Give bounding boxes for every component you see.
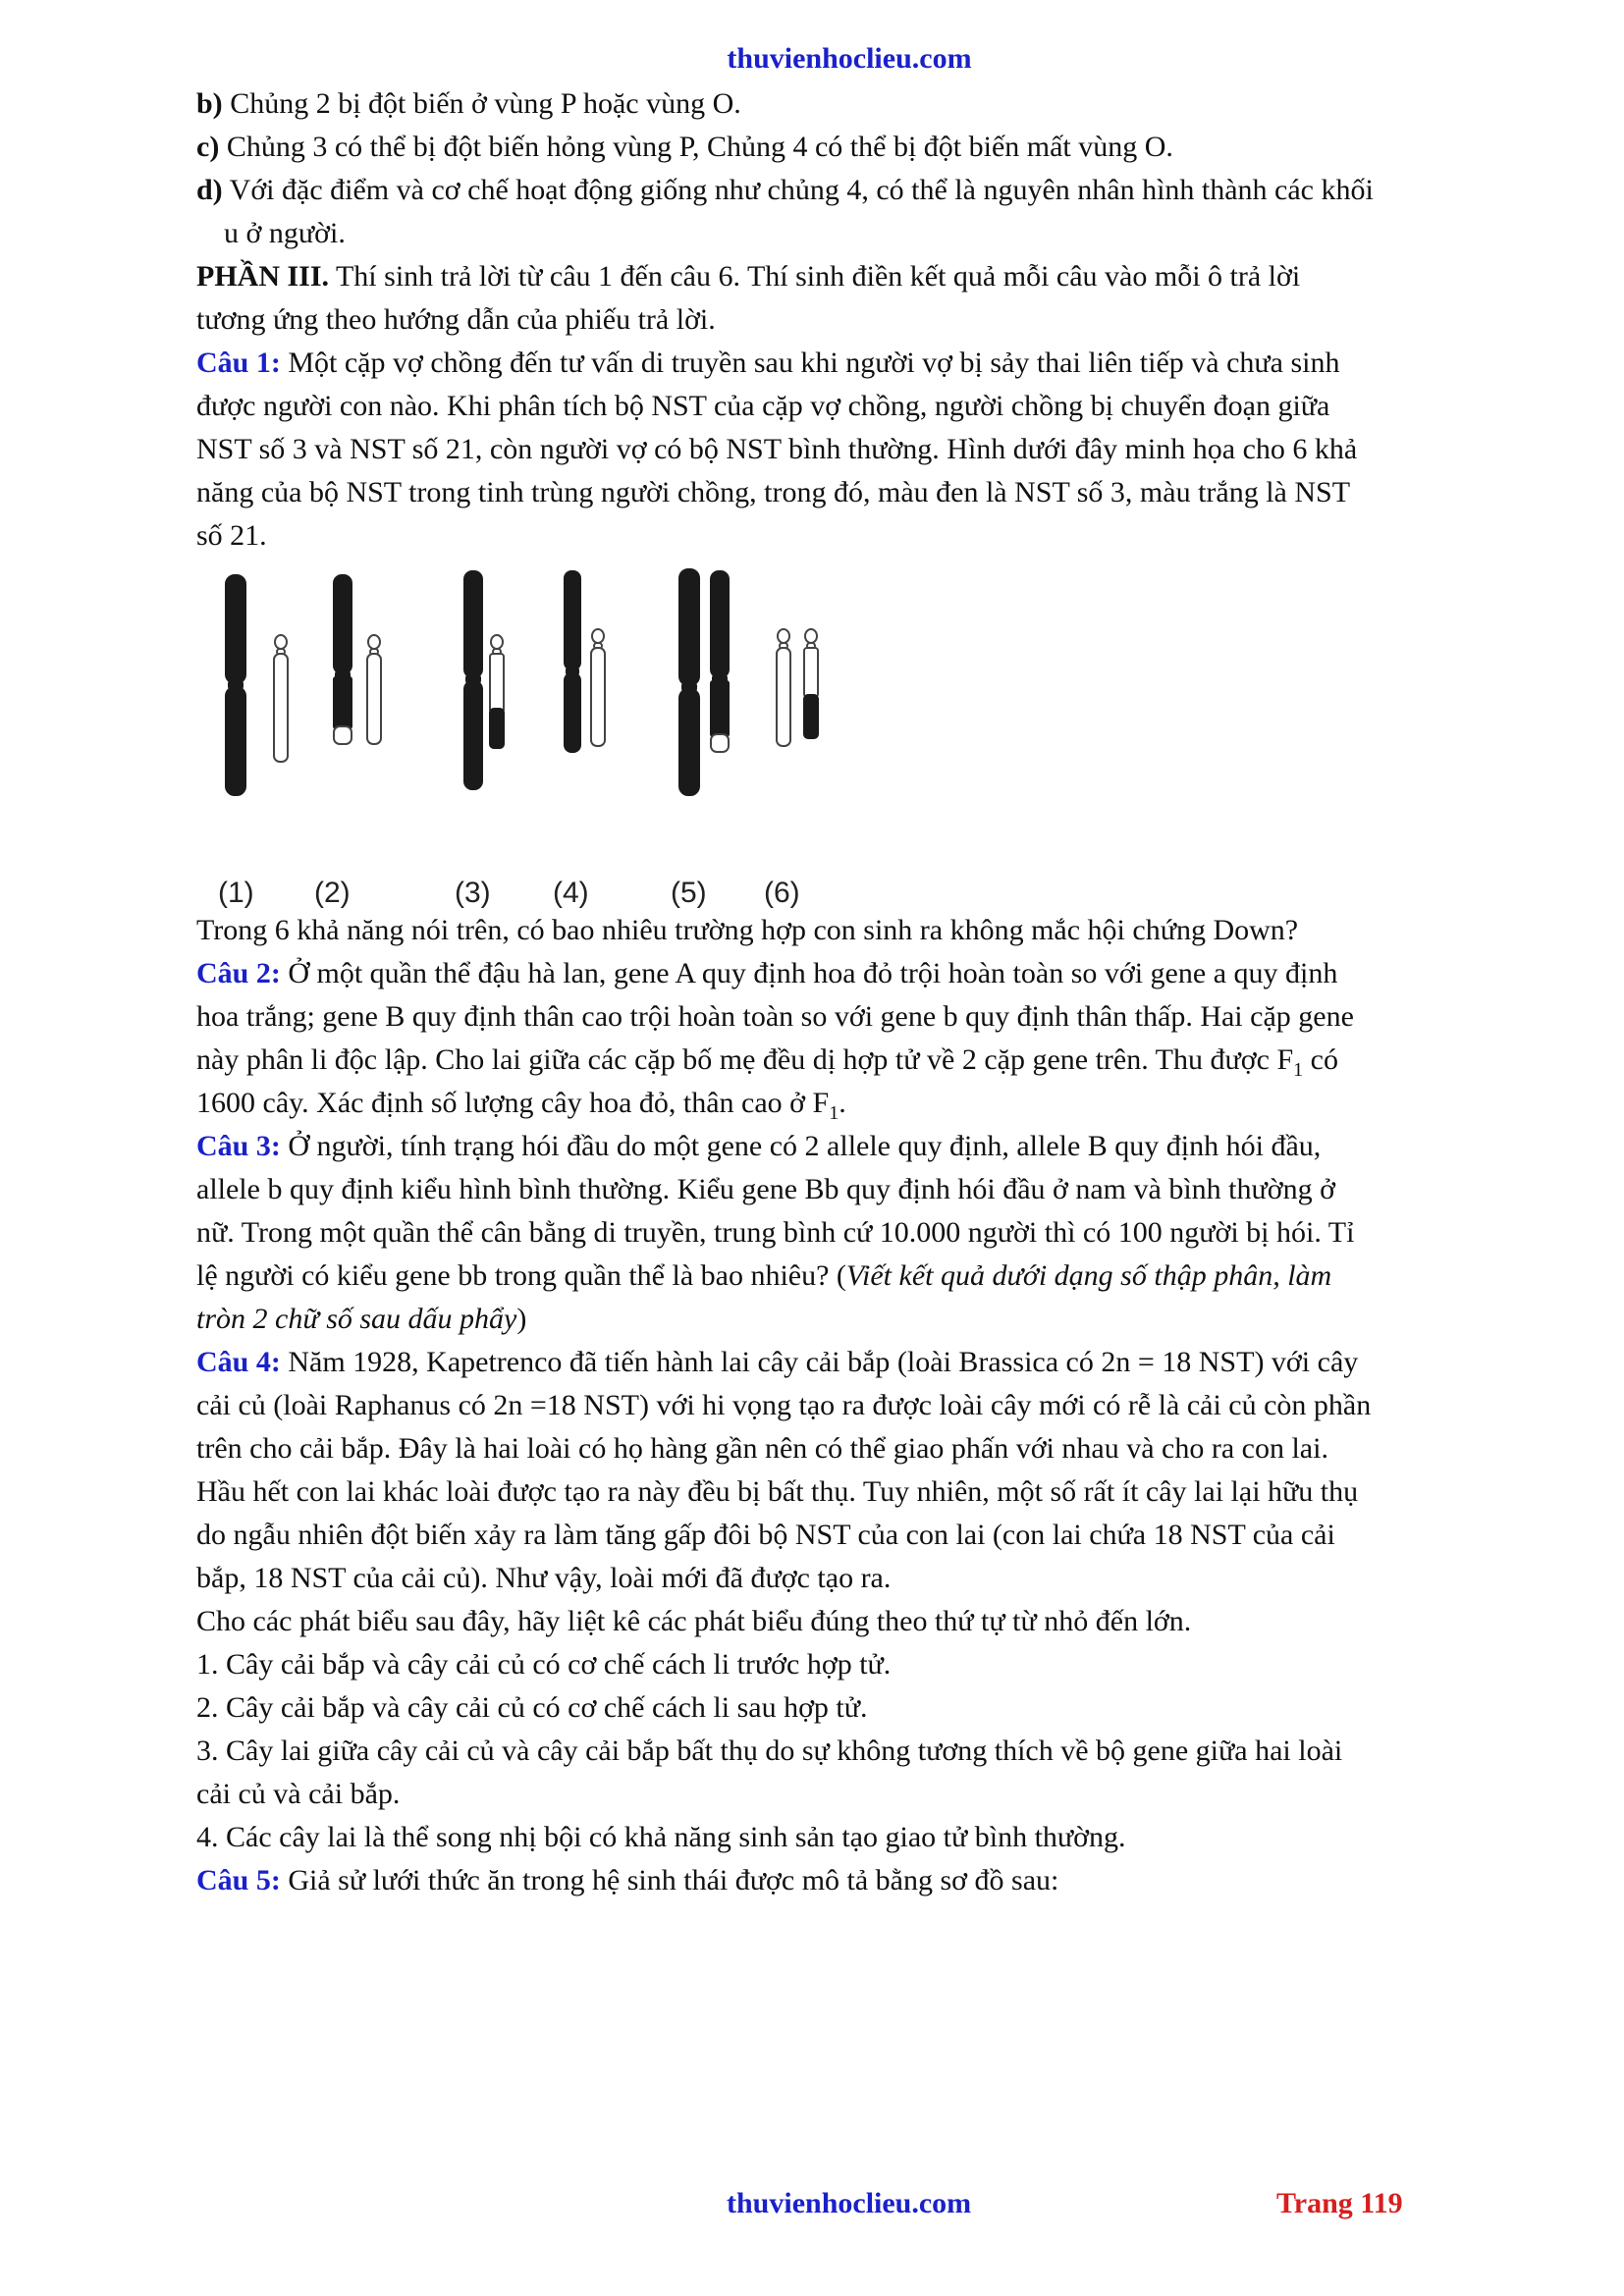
- chromosome-translocated-3: [711, 571, 729, 752]
- q4-line: do ngẫu nhiên đột biến xảy ra làm tăng gấp đôi bộ NST của con lai (con lai chứa 18 NST của cải: [196, 1519, 1335, 1551]
- q2-line: này phân li độc lập. Cho lai giữa các cặp bố mẹ đều dị hợp tử về 2 cặp gene trên. Thu được F: [196, 1043, 1294, 1076]
- chromosome-21-white: [591, 629, 605, 746]
- q4-line: Hầu hết con lai khác loài được tạo ra này đều bị bất thụ. Tuy nhiên, một số rất ít cây lai lại hữu thụ: [196, 1475, 1359, 1508]
- item-label: d): [196, 174, 223, 206]
- q1-label: Câu 1:: [196, 347, 281, 379]
- q4-line: bắp, 18 NST của cải củ). Như vậy, loài mới đã được tạo ra.: [196, 1562, 892, 1594]
- question-2: [196, 952, 1522, 1125]
- chromosome-figure: [196, 565, 1080, 909]
- question-5: [196, 1859, 1522, 1902]
- q5-text: Giả sử lưới thức ăn trong hệ sinh thái được mô tả bằng sơ đồ sau:: [288, 1864, 1059, 1896]
- chromosome-21-white: [274, 635, 288, 762]
- q1-line: số 21.: [196, 519, 267, 552]
- q4-label: Câu 4:: [196, 1346, 281, 1378]
- page: [196, 35, 1522, 1902]
- q2-label: Câu 2:: [196, 957, 281, 989]
- q4-statement: cải củ và cải bắp.: [196, 1778, 401, 1810]
- chromosome-translocated-21: [490, 635, 504, 748]
- figure-label-3: (3): [455, 877, 491, 909]
- part3: [196, 255, 1522, 342]
- question-4: [196, 1341, 1522, 1859]
- header-site[interactable]: thuvienhoclieu.com: [727, 42, 972, 75]
- q4-line: cải củ (loài Raphanus có 2n =18 NST) với hi vọng tạo ra được loài cây mới có rễ là cải củ còn phần: [196, 1389, 1372, 1421]
- item-text-cont: u ở người.: [224, 217, 346, 249]
- item-label: c): [196, 131, 220, 163]
- q5-label: Câu 5:: [196, 1864, 281, 1896]
- q1-line: Một cặp vợ chồng đến tư vấn di truyền sau khi người vợ bị sảy thai liên tiếp và chưa sinh: [288, 347, 1340, 379]
- q4-statement: 3. Cây lai giữa cây cải củ và cây cải bắp bất thụ do sự không tương thích về bộ gene giữa hai loài: [196, 1735, 1343, 1767]
- q4-statement: 2. Cây cải bắp và cây cải củ có cơ chế cách li sau hợp tử.: [196, 1691, 868, 1724]
- q3-line: nữ. Trong một quần thể cân bằng di truyền, trung bình cứ 10.000 người thì có 100 người bị hói. Tỉ: [196, 1216, 1355, 1249]
- item-c: [196, 126, 1522, 169]
- chromosome-translocated-3: [334, 575, 352, 744]
- item-b: [196, 82, 1522, 126]
- q1-line: NST số 3 và NST số 21, còn người vợ có bộ NST bình thường. Hình dưới đây minh họa cho 6 khả: [196, 433, 1358, 465]
- item-text: Với đặc điểm và cơ chế hoạt động giống như chủng 4, có thể là nguyên nhân hình thành các khối: [229, 174, 1374, 206]
- q3-line-italic: Viết kết quả dưới dạng số thập phân, làm: [845, 1259, 1332, 1292]
- footer-site[interactable]: thuvienhoclieu.com: [727, 2187, 972, 2219]
- q2-subscript: 1: [1293, 1059, 1304, 1081]
- q2-subscript: 1: [829, 1102, 839, 1124]
- q3-line-italic: tròn 2 chữ số sau dấu phẩy: [196, 1303, 517, 1335]
- question-3: [196, 1125, 1522, 1341]
- q1-line: được người con nào. Khi phân tích bộ NST của cặp vợ chồng, người chồng bị chuyển đoạn giữa: [196, 390, 1330, 422]
- item-text: Chủng 3 có thể bị đột biến hỏng vùng P, Chủng 4 có thể bị đột biến mất vùng O.: [226, 131, 1173, 163]
- figure-label-2: (2): [314, 877, 351, 909]
- q4-line: Năm 1928, Kapetrenco đã tiến hành lai cây cải bắp (loài Brassica có 2n = 18 NST) với cây: [288, 1346, 1359, 1378]
- chromosome-diagram: [196, 565, 1080, 880]
- chromosome-21-white: [777, 629, 790, 746]
- q4-line: Cho các phát biểu sau đây, hãy liệt kê các phát biểu đúng theo thứ tự từ nhỏ đến lớn.: [196, 1605, 1192, 1637]
- q2-line: .: [839, 1087, 846, 1119]
- item-label: b): [196, 87, 223, 120]
- chromosome-3-black: [565, 571, 580, 752]
- q3-line: lệ người có kiểu gene bb trong quần thể là bao nhiêu? (: [196, 1259, 846, 1292]
- part3-title: PHẦN III.: [196, 260, 330, 293]
- chromosome-3-black: [226, 575, 245, 795]
- chromosome-translocated-21: [804, 629, 818, 738]
- part3-text-cont: tương ứng theo hướng dẫn của phiếu trả lời.: [196, 303, 716, 336]
- q1-question: Trong 6 khả năng nói trên, có bao nhiêu trường hợp con sinh ra không mắc hội chứng Down?: [196, 914, 1299, 946]
- figure-label-5: (5): [671, 877, 707, 909]
- q2-line: có: [1303, 1043, 1338, 1076]
- item-d: [196, 169, 1522, 255]
- q2-line: 1600 cây. Xác định số lượng cây hoa đỏ, thân cao ở F: [196, 1087, 830, 1119]
- figure-label-4: (4): [553, 877, 589, 909]
- chromosome-3-black: [679, 569, 699, 795]
- figure-label-1: (1): [218, 877, 254, 909]
- q3-label: Câu 3:: [196, 1130, 281, 1162]
- chromosome-21-white: [367, 635, 381, 744]
- page-number: Trang 119: [1276, 2187, 1403, 2219]
- part3-text: Thí sinh trả lời từ câu 1 đến câu 6. Thí sinh điền kết quả mỗi câu vào mỗi ô trả lời: [335, 260, 1301, 293]
- chromosome-3-black: [464, 571, 482, 789]
- q2-line: hoa trắng; gene B quy định thân cao trội hoàn toàn so với gene b quy định thân thấp. Hai cặp gene: [196, 1000, 1354, 1033]
- q2-line: Ở một quần thể đậu hà lan, gene A quy định hoa đỏ trội hoàn toàn so với gene a quy định: [288, 957, 1338, 989]
- item-text: Chủng 2 bị đột biến ở vùng P hoặc vùng O.: [230, 87, 741, 120]
- q3-line: Ở người, tính trạng hói đầu do một gene có 2 allele quy định, allele B quy định hói đầu,: [288, 1130, 1322, 1162]
- q4-line: trên cho cải bắp. Đây là hai loài có họ hàng gần nên có thể giao phấn với nhau và cho ra con lai.: [196, 1432, 1328, 1465]
- question-1: [196, 342, 1522, 558]
- q3-line: allele b quy định kiểu hình bình thường. Kiểu gene Bb quy định hói đầu ở nam và bình thường ở: [196, 1173, 1335, 1205]
- q4-statement: 4. Các cây lai là thể song nhị bội có khả năng sinh sản tạo giao tử bình thường.: [196, 1821, 1126, 1853]
- q3-line-end: ): [516, 1303, 527, 1335]
- figure-label-6: (6): [764, 877, 800, 909]
- q1-line: năng của bộ NST trong tinh trùng người chồng, trong đó, màu đen là NST số 3, màu trắng là NST: [196, 476, 1351, 508]
- q4-statement: 1. Cây cải bắp và cây cải củ có cơ chế cách li trước hợp tử.: [196, 1648, 892, 1681]
